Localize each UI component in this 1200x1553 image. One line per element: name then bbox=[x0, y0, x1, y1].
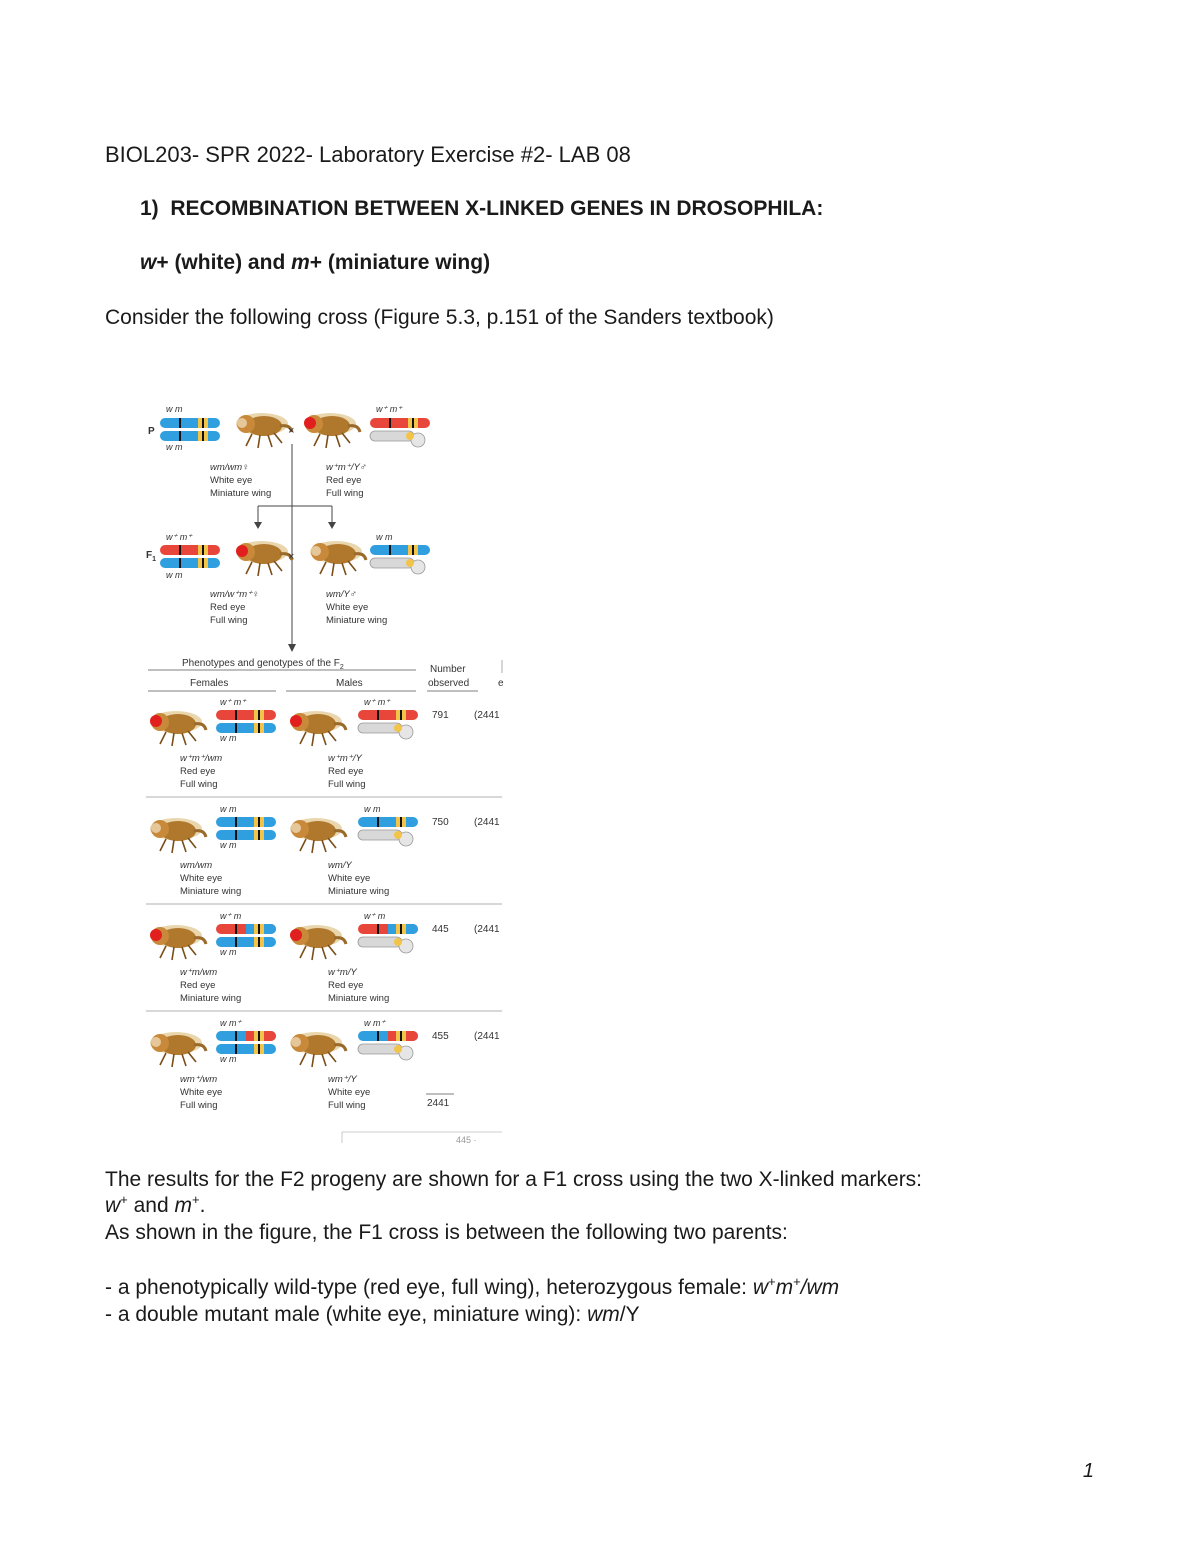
row3-male-fly-icon bbox=[290, 925, 346, 960]
f1-male-genotype: wm/Y♂ bbox=[326, 589, 357, 600]
col-females: Females bbox=[190, 678, 229, 689]
results-line-2 bbox=[105, 1194, 205, 1218]
row3-male-eye: Red eye bbox=[328, 980, 364, 991]
row1-male-top: w⁺ m⁺ bbox=[364, 697, 390, 707]
p-female-fly-icon bbox=[236, 413, 295, 448]
p-male-wing: Full wing bbox=[326, 488, 364, 499]
section-title: RECOMBINATION BETWEEN X-LINKED GENES IN DROSOPHILA: bbox=[170, 197, 824, 220]
f1-female-wing: Full wing bbox=[210, 615, 248, 626]
row2-female-geno: wm/wm bbox=[180, 860, 213, 871]
row1-female-bottom: w m bbox=[220, 733, 237, 743]
p-female-genotype: wm/wm♀ bbox=[210, 462, 250, 473]
parent-female-item bbox=[105, 1276, 839, 1300]
row2-female-wing: Miniature wing bbox=[180, 886, 242, 897]
row4-female-wing: Full wing bbox=[180, 1100, 218, 1111]
female-geno-rest: /wm bbox=[800, 1276, 840, 1299]
male-geno-rest: /Y bbox=[619, 1303, 640, 1326]
row1-female-geno: w⁺m⁺/wm bbox=[180, 753, 223, 764]
gene-m: m bbox=[291, 251, 310, 274]
male-text: - a double mutant male (white eye, miniature wing): bbox=[105, 1303, 588, 1326]
row2-male-fly-icon bbox=[290, 818, 346, 853]
col-observed: observed bbox=[428, 678, 470, 689]
f2-row-2 bbox=[150, 804, 500, 897]
p-male-top-label: w⁺ m⁺ bbox=[376, 404, 402, 414]
row1-male-wing: Full wing bbox=[328, 779, 366, 790]
p-female-bottom-label: w m bbox=[166, 442, 183, 452]
row4-female-bottom: w m bbox=[220, 1054, 237, 1064]
subheading-part2: + (miniature wing) bbox=[309, 251, 491, 274]
subheading-part1: + (white) and bbox=[156, 251, 292, 274]
gene-w: w bbox=[140, 251, 157, 274]
row1-female-fly-icon bbox=[150, 711, 206, 746]
p-female-top-label: w m bbox=[166, 404, 183, 414]
row1-female-top: w⁺ m⁺ bbox=[220, 697, 246, 707]
row4-female-eye: White eye bbox=[180, 1087, 223, 1098]
row4-male-geno: wm⁺/Y bbox=[328, 1074, 357, 1085]
col-number: Number bbox=[430, 664, 466, 675]
row3-ratio: (2441 bbox=[474, 924, 500, 935]
f1-male-fly-icon bbox=[310, 541, 366, 576]
p-cross-symbol: × bbox=[288, 425, 295, 437]
col-males: Males bbox=[336, 678, 363, 689]
p-male-genotype: w⁺m⁺/Y♂ bbox=[326, 462, 367, 473]
results-line-3: As shown in the figure, the F1 cross is between the following two parents: bbox=[105, 1221, 788, 1244]
row1-male-eye: Red eye bbox=[328, 766, 364, 777]
row1-ratio: (2441 bbox=[474, 710, 500, 721]
section-subheading bbox=[140, 251, 490, 275]
row3-female-bottom: w m bbox=[220, 947, 237, 957]
row4-male-fly-icon bbox=[290, 1032, 346, 1067]
row4-male-top: w m⁺ bbox=[364, 1018, 386, 1028]
col-truncated: e bbox=[498, 678, 504, 689]
marker-m: m bbox=[174, 1194, 192, 1217]
row2-male-wing: Miniature wing bbox=[328, 886, 390, 897]
f1-female-genotype: wm/w⁺m⁺♀ bbox=[210, 589, 260, 600]
p-male-eye: Red eye bbox=[326, 475, 362, 486]
intro-paragraph: Consider the following cross (Figure 5.3, p.151 of the Sanders textbook) bbox=[105, 306, 774, 329]
f2-row-1 bbox=[150, 697, 500, 790]
section-number: 1) bbox=[140, 197, 159, 220]
row4-male-eye: White eye bbox=[328, 1087, 371, 1098]
f2-row-3 bbox=[150, 911, 500, 1004]
row3-female-eye: Red eye bbox=[180, 980, 216, 991]
f1-cross-symbol: × bbox=[288, 551, 295, 563]
row2-female-top: w m bbox=[220, 804, 237, 814]
f1-male-top-label: w m bbox=[376, 532, 393, 542]
row3-male-wing: Miniature wing bbox=[328, 993, 390, 1004]
document-header: BIOL203- SPR 2022- Laboratory Exercise #2- LAB 08 bbox=[105, 142, 631, 167]
female-geno-m-plus: + bbox=[793, 1274, 801, 1289]
marker-m-plus: + bbox=[191, 1192, 200, 1207]
row2-count: 750 bbox=[432, 817, 449, 828]
p-label: P bbox=[148, 426, 155, 437]
row3-female-geno: w⁺m/wm bbox=[180, 967, 218, 978]
row3-female-top: w⁺ m bbox=[220, 911, 242, 921]
row4-male-wing: Full wing bbox=[328, 1100, 366, 1111]
female-geno-w: w bbox=[752, 1276, 768, 1299]
total-count: 2441 bbox=[427, 1098, 450, 1109]
cross-figure bbox=[140, 398, 510, 1143]
row3-female-wing: Miniature wing bbox=[180, 993, 242, 1004]
table-title: Phenotypes and genotypes of the $F_2$ bbox=[182, 658, 344, 671]
male-geno: wm bbox=[587, 1303, 620, 1326]
p-female-wing: Miniature wing bbox=[210, 488, 272, 499]
row2-male-geno: wm/Y bbox=[328, 860, 352, 871]
female-text: - a phenotypically wild-type (red eye, full wing), heterozygous female: bbox=[105, 1276, 753, 1299]
row4-ratio: (2441 bbox=[474, 1031, 500, 1042]
row2-ratio: (2441 bbox=[474, 817, 500, 828]
row2-female-fly-icon bbox=[150, 818, 206, 853]
row4-female-geno: wm⁺/wm bbox=[180, 1074, 218, 1085]
cut-off-text: 445 · bbox=[456, 1135, 477, 1143]
row2-male-top: w m bbox=[364, 804, 381, 814]
f1-label: $F_1$ bbox=[146, 550, 157, 563]
row1-male-fly-icon bbox=[290, 711, 346, 746]
row1-female-eye: Red eye bbox=[180, 766, 216, 777]
row2-female-bottom: w m bbox=[220, 840, 237, 850]
p-male-fly-icon bbox=[304, 413, 360, 448]
female-geno-w-plus: + bbox=[767, 1274, 776, 1289]
row1-female-wing: Full wing bbox=[180, 779, 218, 790]
results-period: . bbox=[199, 1194, 206, 1217]
f1-female-bottom-label: w m bbox=[166, 570, 183, 580]
p-female-eye: White eye bbox=[210, 475, 253, 486]
f1-male-wing: Miniature wing bbox=[326, 615, 388, 626]
row1-count: 791 bbox=[432, 710, 449, 721]
row3-count: 445 bbox=[432, 924, 449, 935]
row2-male-eye: White eye bbox=[328, 873, 371, 884]
f1-female-top-label: w⁺ m⁺ bbox=[166, 532, 192, 542]
parent-male-item bbox=[105, 1303, 640, 1327]
row3-male-geno: w⁺m/Y bbox=[328, 967, 357, 978]
section-heading bbox=[140, 197, 823, 221]
page-number: 1 bbox=[1082, 1460, 1094, 1482]
f1-male-eye: White eye bbox=[326, 602, 369, 613]
results-and: and bbox=[127, 1194, 175, 1217]
row4-count: 455 bbox=[432, 1031, 449, 1042]
row2-female-eye: White eye bbox=[180, 873, 223, 884]
female-geno-m: m bbox=[775, 1276, 794, 1299]
row3-male-top: w⁺ m bbox=[364, 911, 386, 921]
marker-w: w bbox=[105, 1194, 121, 1217]
row1-male-geno: w⁺m⁺/Y bbox=[328, 753, 362, 764]
marker-w-plus: + bbox=[120, 1192, 128, 1207]
f1-female-fly-icon bbox=[236, 541, 295, 576]
row4-female-fly-icon bbox=[150, 1032, 206, 1067]
f1-female-eye: Red eye bbox=[210, 602, 246, 613]
row4-female-top: w m⁺ bbox=[220, 1018, 242, 1028]
results-line-1: The results for the F2 progeny are shown for a F1 cross using the two X-linked markers: bbox=[105, 1168, 923, 1191]
row3-female-fly-icon bbox=[150, 925, 206, 960]
